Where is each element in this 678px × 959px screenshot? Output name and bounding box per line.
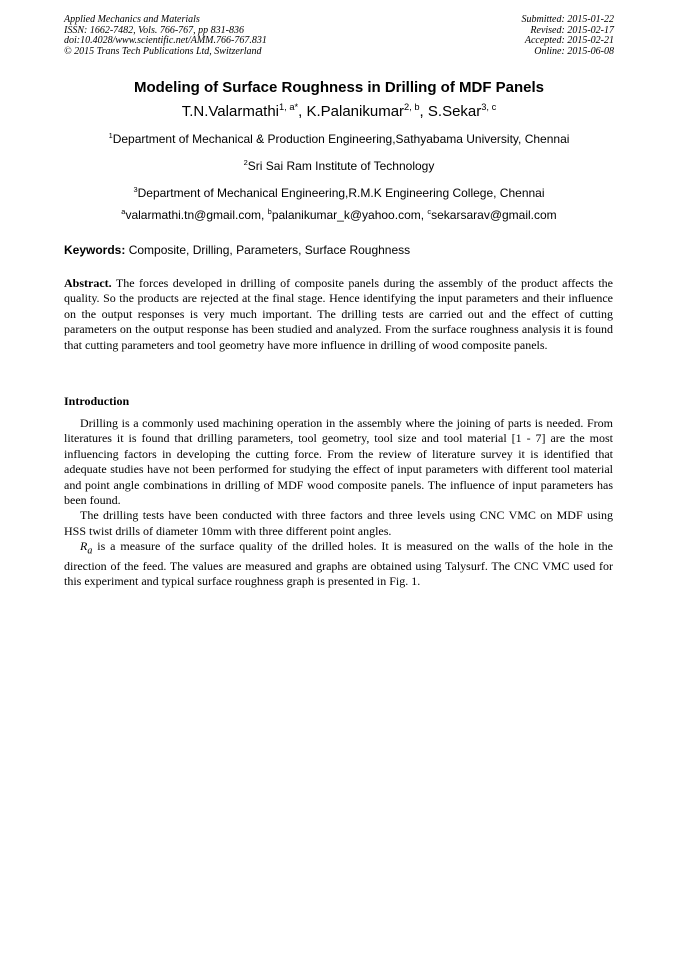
section-heading: Introduction (64, 394, 130, 408)
email-address: valarmathi.tn@gmail.com (125, 208, 261, 222)
introduction-body (64, 416, 613, 590)
affiliation-text: Sri Sai Ram Institute of Technology (247, 159, 435, 173)
email-mark: c (427, 207, 432, 216)
paper-title: Modeling of Surface Roughness in Drilling of MDF Panels (133, 79, 545, 96)
keywords-text: Composite, Drilling, Parameters, Surface Roughness (128, 243, 411, 257)
email-address: sekarsarav@gmail.com (431, 208, 557, 222)
paragraph (64, 539, 613, 590)
journal-copyright: © 2015 Trans Tech Publications Ltd, Switzerland (64, 45, 262, 57)
paragraph-text: is a measure of the surface quality of the drilled holes. It is measured on the walls of the hole in the direction of the feed. The values are measured and graphs are obtained using Talysurf. The CNC VMC used for this experiment and typical surface roughness graph is presented in Fig. 1. (64, 539, 613, 589)
journal-name: Applied Mechanics and Materials (64, 14, 200, 25)
author-name: K.Palanikumar (306, 103, 405, 120)
author-name: T.N.Valarmathi (181, 103, 280, 120)
abstract (64, 276, 613, 353)
date-revised: Revised: 2015-02-17 (530, 24, 614, 36)
email-list: $^a$valarmathi.tn@gmail.com, $^b$palanikumar_k@yahoo.com, $^c$sekarsarav@gmail.com (121, 207, 557, 222)
abstract-text: The forces developed in drilling of composite panels during the assembly of the product affects the quality. So the products are rejected at the final stage. Hence identifying the input parameters and their influence on the output responses is very much important. The drilling tests are carried out and the effect of cutting parameters on the output response has been studied and analyzed. From the surface roughness analysis it is found that cutting parameters and tool geometry have more influence in drilling of wood composite panels. (64, 276, 613, 352)
author-name: S.Sekar (427, 103, 482, 120)
roughness-symbol (80, 539, 93, 557)
date-accepted: Accepted: 2015-02-21 (524, 35, 614, 47)
date-submitted: Submitted: 2015-01-22 (521, 14, 614, 25)
journal-issn: ISSN: 1662-7482, Vols. 766-767, pp 831-836 (64, 24, 244, 36)
author-affiliation-mark: 3, c (481, 102, 497, 112)
affiliation-text: Department of Mechanical Engineering,R.M.K Engineering College, Chennai (137, 186, 545, 200)
keywords-label: Keywords: (64, 243, 126, 257)
author-affiliation-mark: 2, b (404, 102, 420, 112)
affiliation (0, 132, 678, 146)
journal-info (64, 15, 267, 57)
affiliation-text: Department of Mechanical & Production Engineering,Sathyabama University, Chennai (112, 132, 570, 146)
paragraph: Drilling is a commonly used machining operation in the assembly where the joining of parts is needed. From literatures it is found that drilling parameters, tool geometry, tool size and tool material [1 - 7] are the most influencing factors in developing the cutting force. From the review of literature survey it is identified that adequate studies have not been performed for studying the effect of input parameters with different tool material and point angle combinations in drilling of MDF wood composite panels. The influence of input parameters has been found. (64, 416, 613, 508)
affiliation-mark: 3 (133, 185, 138, 194)
affiliation (0, 186, 678, 200)
roughness-symbol-base: R (80, 539, 88, 554)
roughness-symbol-subscript: a (87, 545, 93, 557)
publication-dates (522, 15, 615, 57)
affiliation (0, 159, 678, 173)
paragraph: The drilling tests have been conducted with three factors and three levels using CNC VMC on MDF using HSS twist drills of diameter 10mm with three different point angles. (64, 508, 613, 538)
journal-doi: doi:10.4028/www.scientific.net/AMM.766-767.831 (64, 35, 267, 47)
affiliation-mark: 2 (243, 158, 248, 167)
abstract-label: Abstract. (64, 276, 112, 290)
email-address: palanikumar_k@yahoo.com (271, 208, 421, 222)
email-mark: a (121, 207, 126, 216)
affiliation-mark: 1 (108, 131, 113, 140)
author-list: T.N.Valarmathi$^{1, a*}$, K.Palanikumar$^{2, b}$, S.Sekar$^{3, c}$ (181, 102, 497, 120)
author-affiliation-mark: 1, a* (279, 102, 299, 112)
keywords (64, 243, 410, 257)
date-online: Online: 2015-06-08 (534, 45, 614, 57)
email-mark: b (267, 207, 272, 216)
